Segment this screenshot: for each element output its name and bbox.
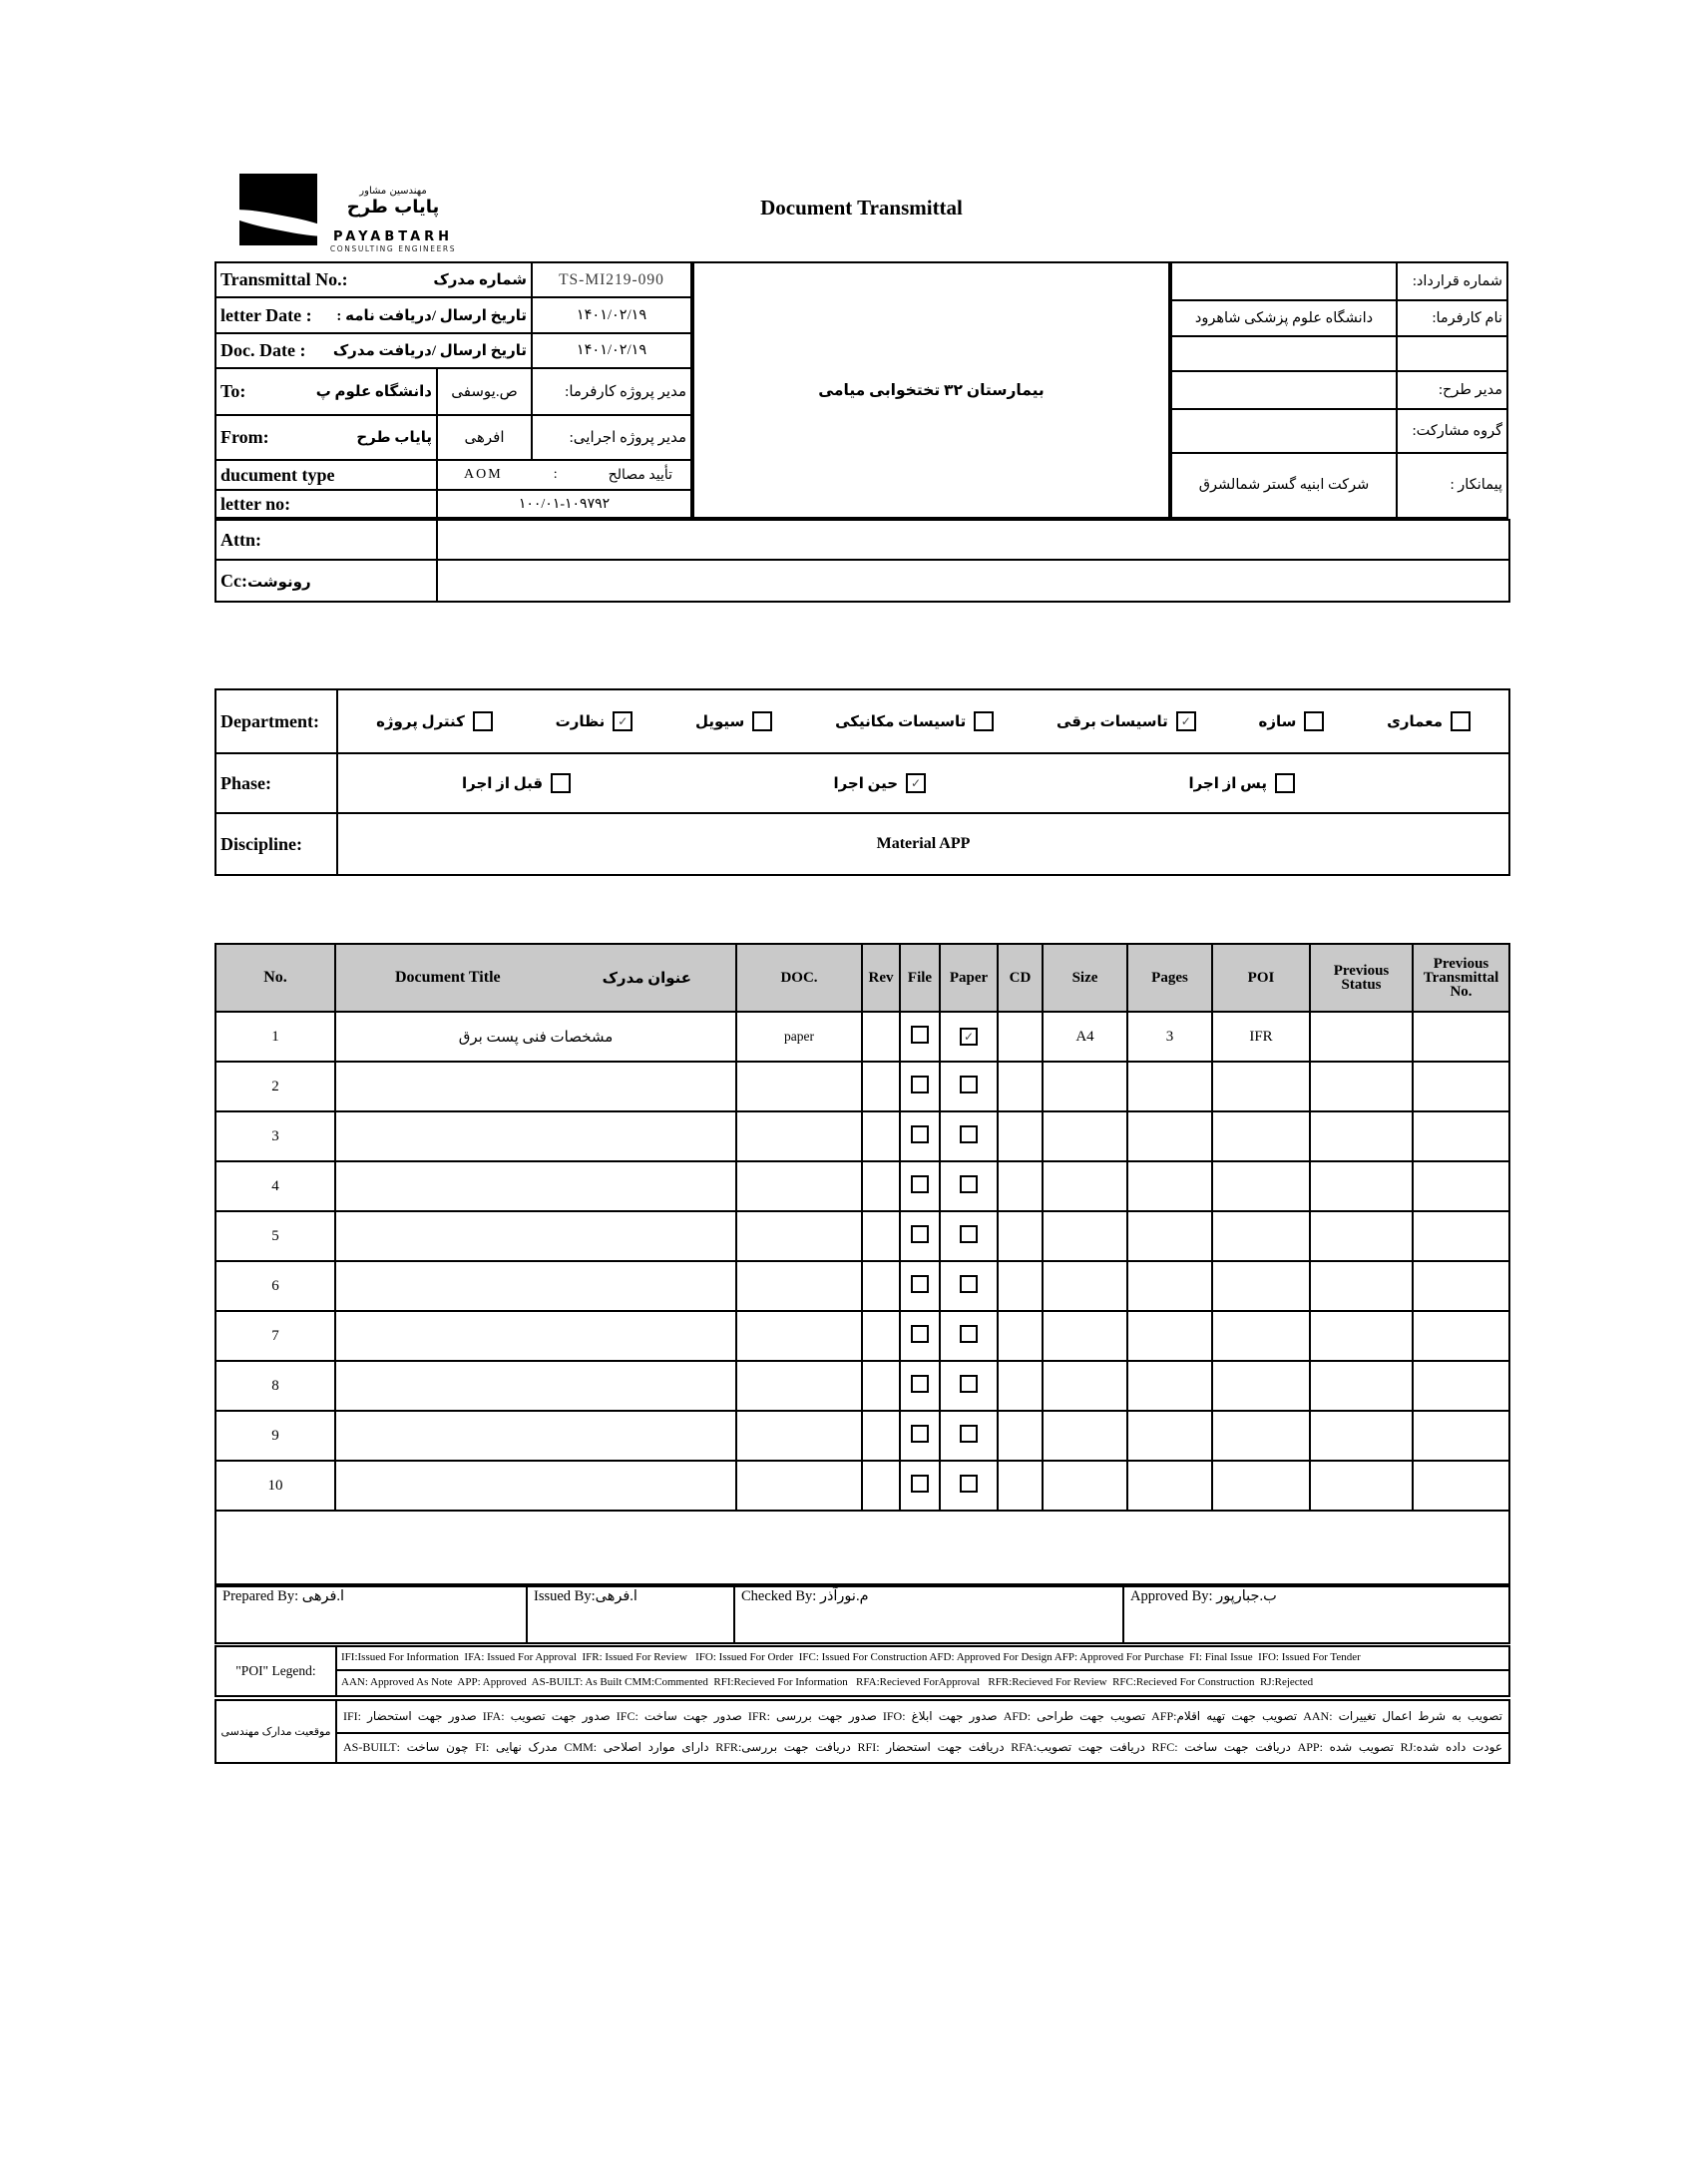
letter-date-label-en: letter Date : <box>220 304 312 325</box>
row-doc <box>736 1461 862 1511</box>
row-paper-cell <box>940 1161 998 1211</box>
table-row <box>215 1111 1509 1161</box>
table-row <box>215 1411 1509 1461</box>
row-rev <box>862 1062 900 1111</box>
row-title <box>335 1311 736 1361</box>
row-size: A4 <box>1043 1012 1127 1062</box>
row-file-cell <box>900 1161 940 1211</box>
row-prev-status <box>1310 1161 1413 1211</box>
row-poi <box>1212 1161 1310 1211</box>
table-row <box>215 1461 1509 1511</box>
fa-legend-line1: تصویب به شرط اعمال تغییرات :AAN تصویب جهت تهیه اقلام:AFP تصویب جهت طراحی :AFD صدور جهت ابلاغ :IFO صدور جهت بررسی :IFR صدور جهت ساخت :IFC صدور جهت تصویب :IFA صدور جهت استحضار :IFI <box>336 1700 1509 1733</box>
col-header-prev-transmittal: Previous Transmittal No. <box>1413 944 1509 1012</box>
row-cd <box>998 1211 1043 1261</box>
row-cd <box>998 1311 1043 1361</box>
from-person: افرهی <box>437 415 532 460</box>
row-doc <box>736 1211 862 1261</box>
paper-checkbox <box>960 1225 978 1243</box>
row-title: مشخصات فنی پست برق <box>335 1012 736 1062</box>
label-during-execution: حین اجرا <box>833 775 899 792</box>
row-poi <box>1212 1361 1310 1411</box>
transmittal-no-label-fa: شماره مدرک <box>433 272 528 288</box>
row-doc <box>736 1311 862 1361</box>
row-title <box>335 1062 736 1111</box>
row-prev-status <box>1310 1261 1413 1311</box>
phase-label: Phase: <box>220 772 271 793</box>
design-manager-label: مدیر طرح: <box>1397 371 1507 409</box>
info-block <box>214 261 1508 603</box>
file-checkbox <box>911 1325 929 1343</box>
row-file-cell <box>900 1411 940 1461</box>
row-poi <box>1212 1211 1310 1261</box>
table-row <box>215 1062 1509 1111</box>
row-prev-status <box>1310 1111 1413 1161</box>
row-title <box>335 1211 736 1261</box>
issued-by-name: ا.فرهی <box>595 1588 637 1604</box>
checkbox-during-execution <box>906 773 926 793</box>
department-item-project-control <box>376 711 493 731</box>
row-file-cell <box>900 1062 940 1111</box>
document-type-label: ducument type <box>220 464 335 485</box>
issued-by-label: Issued By: <box>534 1588 596 1604</box>
col-header-title <box>335 944 736 1012</box>
col-header-title-fa: عنوان مدرک <box>602 970 691 987</box>
row-rev <box>862 1161 900 1211</box>
row-rev <box>862 1261 900 1311</box>
client-value: دانشگاه علوم پزشکی شاهرود <box>1171 300 1397 336</box>
checkbox-project-control <box>473 711 493 731</box>
row-prev-transmittal <box>1413 1012 1509 1062</box>
row-doc <box>736 1062 862 1111</box>
paper-checkbox <box>960 1028 978 1046</box>
discipline-label: Discipline: <box>220 833 303 854</box>
doc-date-value: ۱۴۰۱/۰۲/۱۹ <box>532 333 691 368</box>
paper-checkbox <box>960 1175 978 1193</box>
approved-by-name: ب.جبارپور <box>1216 1588 1277 1604</box>
checked-by-label: Checked By: <box>741 1588 817 1604</box>
col-header-title-en: Document Title <box>395 969 501 986</box>
row-paper-cell <box>940 1311 998 1361</box>
file-checkbox <box>911 1225 929 1243</box>
row-cd <box>998 1411 1043 1461</box>
document-table <box>214 943 1510 1587</box>
row-size <box>1043 1111 1127 1161</box>
page-title: Document Transmittal <box>760 196 963 219</box>
approved-by-label: Approved By: <box>1130 1588 1213 1604</box>
row-rev <box>862 1461 900 1511</box>
row-rev <box>862 1211 900 1261</box>
row-poi <box>1212 1261 1310 1311</box>
row-paper-cell <box>940 1211 998 1261</box>
letter-no-label-cell <box>215 490 437 518</box>
prepared-by-name: ا.فرهی <box>301 1588 345 1604</box>
to-org: دانشگاه علوم پ <box>315 384 432 400</box>
row-paper-cell <box>940 1411 998 1461</box>
row-paper-cell <box>940 1361 998 1411</box>
project-name: بیمارستان ۳۲ تختخوابی میامی <box>693 262 1169 518</box>
row-paper-cell <box>940 1461 998 1511</box>
contract-no-label: شماره قرارداد: <box>1397 262 1507 300</box>
row-title <box>335 1261 736 1311</box>
file-checkbox <box>911 1175 929 1193</box>
contract-no-value <box>1171 262 1397 300</box>
row-doc: paper <box>736 1012 862 1062</box>
row-doc <box>736 1161 862 1211</box>
row-rev <box>862 1361 900 1411</box>
department-item-civil <box>695 711 772 731</box>
row-file-cell <box>900 1111 940 1161</box>
file-checkbox <box>911 1125 929 1143</box>
prepared-by-label: Prepared By: <box>222 1588 299 1604</box>
checkbox-civil <box>752 711 772 731</box>
partnership-label: گروه مشارکت: <box>1397 409 1507 453</box>
from-label: From: <box>220 427 269 447</box>
notes-empty-area <box>215 1511 1509 1586</box>
col-header-file: File <box>900 944 940 1012</box>
row-no: 6 <box>215 1261 335 1311</box>
project-table <box>692 261 1170 519</box>
row-title <box>335 1411 736 1461</box>
cc-label-cell <box>215 560 437 602</box>
row-prev-transmittal <box>1413 1311 1509 1361</box>
col-header-rev: Rev <box>862 944 900 1012</box>
fa-legend-line2: عودت داده شده:RJ تصویب شده :APP دریافت جهت ساخت :RFC دریافت جهت تصویب:RFA دریافت جهت استحضار :RFI دریافت جهت بررسی:RFR دارای موارد اصلاحی :CMM مدرک نهایی :FI چون ساخت :AS-BUILT <box>336 1733 1509 1763</box>
row-size <box>1043 1161 1127 1211</box>
col-header-paper: Paper <box>940 944 998 1012</box>
paper-checkbox <box>960 1125 978 1143</box>
row-prev-transmittal <box>1413 1062 1509 1111</box>
checkbox-electrical <box>1176 711 1196 731</box>
row-cd <box>998 1161 1043 1211</box>
row-prev-status <box>1310 1461 1413 1511</box>
phase-label-cell <box>215 753 337 813</box>
approved-by-cell <box>1123 1584 1509 1643</box>
cc-value <box>437 560 1509 602</box>
document-type-value-cell <box>437 460 691 490</box>
department-item-supervision <box>556 711 633 731</box>
department-item-architecture <box>1387 711 1471 731</box>
letter-date-label-fa: تاریخ ارسال /دریافت نامه : <box>336 307 528 324</box>
row-paper-cell <box>940 1111 998 1161</box>
fa-legend-table <box>214 1699 1510 1764</box>
row-pages <box>1127 1361 1212 1411</box>
label-after-execution: پس از اجرا <box>1188 775 1267 792</box>
poi-legend-line1: IFI:Issued For Information IFA: Issued For Approval IFR: Issued For Review IFO: Issued For Order IFC: Issued For Construction AFD: Approved For Design AFP: Approved For Purchase FI: Final Issue IFO: Issued For Tender <box>336 1646 1509 1670</box>
row-title <box>335 1461 736 1511</box>
transmittal-no-label-en: Transmittal No.: <box>220 269 348 289</box>
table-row <box>215 1311 1509 1361</box>
info-left-table <box>214 261 692 519</box>
row-pages <box>1127 1211 1212 1261</box>
col-header-poi: POI <box>1212 944 1310 1012</box>
department-label: Department: <box>220 710 319 731</box>
row-pages: 3 <box>1127 1012 1212 1062</box>
fa-legend-label: موقعیت مدارک مهندسی <box>215 1700 336 1763</box>
file-checkbox <box>911 1076 929 1093</box>
row-prev-transmittal <box>1413 1361 1509 1411</box>
prepared-by-cell <box>215 1584 527 1643</box>
right-blank-value <box>1171 336 1397 371</box>
label-mechanical: تاسیسات مکانیکی <box>835 713 967 730</box>
row-prev-transmittal <box>1413 1211 1509 1261</box>
row-prev-status <box>1310 1361 1413 1411</box>
discipline-label-cell <box>215 813 337 875</box>
row-cd <box>998 1361 1043 1411</box>
signature-table <box>214 1583 1510 1644</box>
poi-legend-label: "POI" Legend: <box>215 1646 336 1696</box>
checkbox-architecture <box>1451 711 1471 731</box>
attn-label-cell <box>215 520 437 560</box>
row-doc <box>736 1261 862 1311</box>
row-poi <box>1212 1311 1310 1361</box>
department-item-electrical <box>1056 711 1196 731</box>
poi-legend-table <box>214 1645 1510 1697</box>
letter-no-label: letter no: <box>220 493 291 514</box>
label-architecture: معماری <box>1387 713 1443 730</box>
row-prev-transmittal <box>1413 1111 1509 1161</box>
document-type-fa: تأیید مصالح <box>608 467 672 483</box>
document-type-label-cell <box>215 460 437 490</box>
contractor-label: پیمانکار : <box>1397 453 1507 518</box>
label-civil: سیویل <box>695 713 745 730</box>
doc-date-label-fa: تاریخ ارسال /دریافت مدرک <box>332 343 528 359</box>
col-header-prev-status: Previous Status <box>1310 944 1413 1012</box>
logo-subtitle-en: CONSULTING ENGINEERS <box>329 244 457 253</box>
info-right-table <box>1170 261 1508 519</box>
classification-table <box>214 688 1510 876</box>
row-doc <box>736 1361 862 1411</box>
issued-by-cell <box>527 1584 734 1643</box>
letter-no-value: ۱۰۰/۰۱-۱۰۹۷۹۲ <box>437 490 691 518</box>
table-row <box>215 1012 1509 1062</box>
phase-items-cell <box>337 753 1509 813</box>
row-paper-cell <box>940 1261 998 1311</box>
row-size <box>1043 1461 1127 1511</box>
doc-date-label-cell <box>215 333 532 368</box>
paper-checkbox <box>960 1375 978 1393</box>
row-file-cell <box>900 1461 940 1511</box>
row-paper-cell <box>940 1062 998 1111</box>
row-file-cell <box>900 1012 940 1062</box>
transmittal-no-label-cell <box>215 262 532 297</box>
department-item-mechanical <box>835 711 994 731</box>
row-no: 10 <box>215 1461 335 1511</box>
phase-item-during <box>833 773 926 793</box>
label-supervision: نظارت <box>555 713 606 730</box>
col-header-doc: DOC. <box>736 944 862 1012</box>
row-no: 4 <box>215 1161 335 1211</box>
design-manager-value <box>1171 371 1397 409</box>
label-before-execution: قبل از اجرا <box>462 775 544 792</box>
right-blank-label <box>1397 336 1507 371</box>
row-pages <box>1127 1111 1212 1161</box>
logo-name-en: PAYABTARH <box>332 229 454 244</box>
table-row <box>215 1261 1509 1311</box>
row-prev-status <box>1310 1062 1413 1111</box>
row-poi <box>1212 1062 1310 1111</box>
row-cd <box>998 1111 1043 1161</box>
partnership-value <box>1171 409 1397 453</box>
file-checkbox <box>911 1425 929 1443</box>
logo-name-fa: پایاب طرح <box>346 197 440 218</box>
row-file-cell <box>900 1211 940 1261</box>
row-pages <box>1127 1261 1212 1311</box>
row-file-cell <box>900 1311 940 1361</box>
file-checkbox <box>911 1026 929 1044</box>
letter-date-value: ۱۴۰۱/۰۲/۱۹ <box>532 297 691 333</box>
row-prev-transmittal <box>1413 1461 1509 1511</box>
discipline-value: Material APP <box>337 813 1509 875</box>
col-header-size: Size <box>1043 944 1127 1012</box>
checked-by-name: م.نورآذر <box>819 1588 869 1604</box>
file-checkbox <box>911 1375 929 1393</box>
row-rev <box>862 1411 900 1461</box>
to-label: To: <box>220 381 246 401</box>
paper-checkbox <box>960 1275 978 1293</box>
row-prev-status <box>1310 1211 1413 1261</box>
from-role: مدیر پروژه اجرایی: <box>532 415 691 460</box>
row-size <box>1043 1211 1127 1261</box>
row-rev <box>862 1311 900 1361</box>
to-cell <box>215 368 437 415</box>
table-row <box>215 1211 1509 1261</box>
from-cell <box>215 415 437 460</box>
poi-legend-line2: AAN: Approved As Note APP: Approved AS-BUILT: As Built CMM:Commented RFI:Recieved For Information RFA:Recieved ForApproval RFR:Recieved For Review RFC:Recieved For Construction RJ:Rejected <box>336 1670 1509 1696</box>
row-cd <box>998 1062 1043 1111</box>
to-role: مدیر پروژه کارفرما: <box>532 368 691 415</box>
row-doc <box>736 1111 862 1161</box>
transmittal-no-value: TS-MI219-090 <box>532 262 691 297</box>
row-pages <box>1127 1062 1212 1111</box>
file-checkbox <box>911 1275 929 1293</box>
row-size <box>1043 1411 1127 1461</box>
paper-checkbox <box>960 1425 978 1443</box>
logo-consultant-fa: مهندسین مشاور <box>359 186 427 197</box>
table-row <box>215 1161 1509 1211</box>
checkbox-supervision <box>613 711 633 731</box>
row-poi <box>1212 1411 1310 1461</box>
row-no: 3 <box>215 1111 335 1161</box>
row-paper-cell <box>940 1012 998 1062</box>
col-header-cd: CD <box>998 944 1043 1012</box>
attn-cc-table <box>214 519 1510 603</box>
row-prev-status <box>1310 1311 1413 1361</box>
row-pages <box>1127 1311 1212 1361</box>
row-no: 2 <box>215 1062 335 1111</box>
row-title <box>335 1111 736 1161</box>
checkbox-after-execution <box>1275 773 1295 793</box>
paper-checkbox <box>960 1325 978 1343</box>
row-rev <box>862 1012 900 1062</box>
label-electrical: تاسیسات برقی <box>1055 713 1168 730</box>
row-pages <box>1127 1161 1212 1211</box>
row-no: 9 <box>215 1411 335 1461</box>
row-prev-status <box>1310 1411 1413 1461</box>
paper-checkbox <box>960 1076 978 1093</box>
doc-date-label-en: Doc. Date : <box>220 340 306 360</box>
attn-label: Attn: <box>220 529 261 550</box>
row-size <box>1043 1361 1127 1411</box>
letter-date-label-cell <box>215 297 532 333</box>
paper-checkbox <box>960 1475 978 1493</box>
row-prev-status <box>1310 1012 1413 1062</box>
department-label-cell <box>215 689 337 753</box>
checkbox-before-execution <box>551 773 571 793</box>
phase-item-before <box>462 773 571 793</box>
row-no: 7 <box>215 1311 335 1361</box>
document-type-code: AOM <box>464 467 503 482</box>
checked-by-cell <box>734 1584 1123 1643</box>
cc-label-fa: رونوشت <box>246 574 311 591</box>
checkbox-structure <box>1304 711 1324 731</box>
row-prev-transmittal <box>1413 1261 1509 1311</box>
row-rev <box>862 1111 900 1161</box>
row-title <box>335 1161 736 1211</box>
document-type-colon: : <box>553 467 558 482</box>
row-size <box>1043 1311 1127 1361</box>
row-no: 5 <box>215 1211 335 1261</box>
row-cd <box>998 1461 1043 1511</box>
col-header-pages: Pages <box>1127 944 1212 1012</box>
row-cd <box>998 1012 1043 1062</box>
to-person: ص.یوسفی <box>437 368 532 415</box>
department-item-structure <box>1259 711 1325 731</box>
label-project-control: کنترل پروژه <box>376 713 465 730</box>
row-pages <box>1127 1461 1212 1511</box>
attn-value <box>437 520 1509 560</box>
client-label: نام کارفرما: <box>1397 300 1507 336</box>
department-items-cell <box>337 689 1509 753</box>
row-poi: IFR <box>1212 1012 1310 1062</box>
row-poi <box>1212 1461 1310 1511</box>
row-size <box>1043 1261 1127 1311</box>
row-no: 1 <box>215 1012 335 1062</box>
row-file-cell <box>900 1361 940 1411</box>
row-title <box>335 1361 736 1411</box>
row-poi <box>1212 1111 1310 1161</box>
row-no: 8 <box>215 1361 335 1411</box>
file-checkbox <box>911 1475 929 1493</box>
row-prev-transmittal <box>1413 1161 1509 1211</box>
phase-item-after <box>1188 773 1295 793</box>
row-doc <box>736 1411 862 1461</box>
checkbox-mechanical <box>974 711 994 731</box>
table-row <box>215 1361 1509 1411</box>
col-header-no: No. <box>215 944 335 1012</box>
label-structure: سازه <box>1258 713 1297 730</box>
contractor-value: شرکت ابنیه گستر شمالشرق <box>1171 453 1397 518</box>
row-prev-transmittal <box>1413 1411 1509 1461</box>
row-cd <box>998 1261 1043 1311</box>
from-org: پایاب طرح <box>356 430 432 446</box>
row-size <box>1043 1062 1127 1111</box>
row-pages <box>1127 1411 1212 1461</box>
cc-label-en: Cc: <box>220 570 247 591</box>
row-file-cell <box>900 1261 940 1311</box>
